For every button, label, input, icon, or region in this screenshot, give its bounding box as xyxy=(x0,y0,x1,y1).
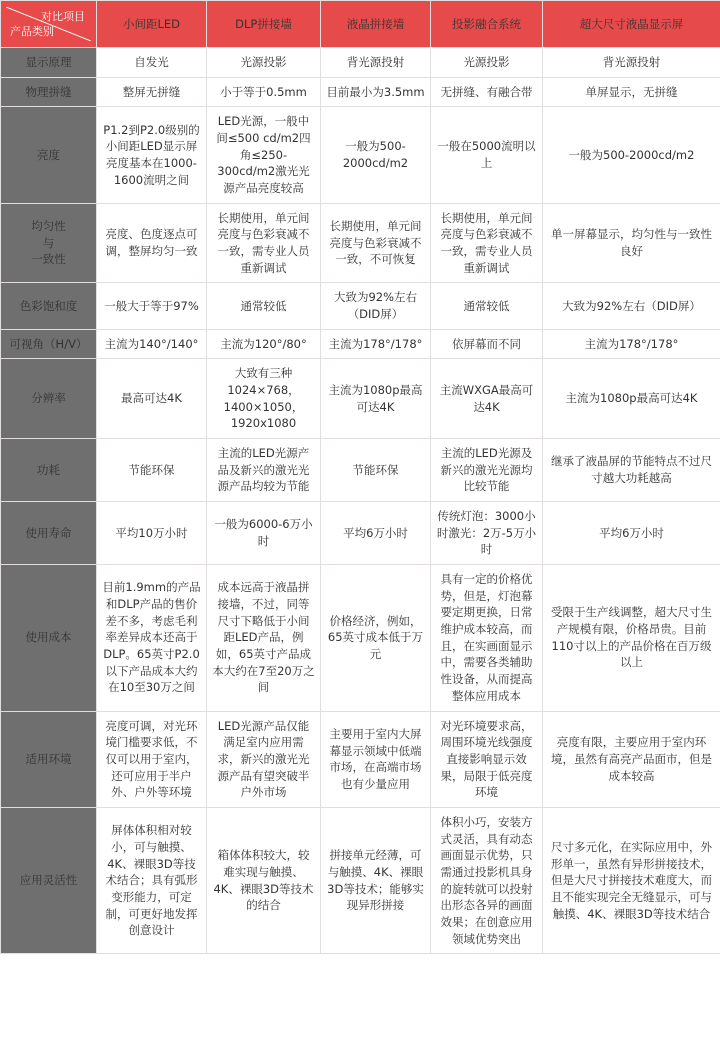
corner-header-cell xyxy=(1,1,97,48)
cell-r6-c4 xyxy=(543,359,720,439)
cell-text: 大致为92%左右（DID屏） xyxy=(333,290,418,322)
cell-r4-c1 xyxy=(207,283,321,329)
cell-r0-c2 xyxy=(321,48,431,78)
cell-text: 长期使用，单元间亮度与色彩衰减不一致，需专业人员重新调试 xyxy=(440,210,533,275)
cell-r8-c3 xyxy=(431,502,543,565)
table-row xyxy=(1,565,720,711)
row-label-3: 均匀性 与 一致性 xyxy=(1,203,97,283)
cell-text: 节能环保 xyxy=(128,462,175,477)
table-row xyxy=(1,439,720,502)
cell-text: 主流WXGA最高可达4K xyxy=(439,383,534,414)
cell-r2-c4 xyxy=(543,107,720,203)
table-row xyxy=(1,107,720,203)
cell-r11-c1 xyxy=(207,807,321,953)
cell-text: 主流为1080p最高可达4K xyxy=(565,391,698,406)
cell-r0-c1 xyxy=(207,48,321,78)
cell-r2-c2 xyxy=(321,107,431,203)
cell-text: 主流为178°/178° xyxy=(584,336,679,351)
cell-text: 价格经济，例如，65英寸成本低于万元 xyxy=(327,613,424,662)
table-row xyxy=(1,359,720,439)
column-header-0: 小间距LED xyxy=(97,1,207,48)
table-row xyxy=(1,77,720,107)
cell-r9-c1 xyxy=(207,565,321,711)
table-row xyxy=(1,48,720,78)
cell-text: 通常较低 xyxy=(240,298,287,313)
cell-text: 传统灯泡：3000小时激光：2万-5万小时 xyxy=(436,509,537,557)
column-header-4: 超大尺寸液晶显示屏 xyxy=(543,1,720,48)
cell-r0-c4 xyxy=(543,48,720,78)
cell-text: 成本远高于液晶拼接墙，不过，同等尺寸下略低于小间距LED产品，例如，65英寸产品成本大约在7至20万之间 xyxy=(212,580,315,695)
corner-bottom-left-label: 产品类别 xyxy=(10,25,54,39)
cell-text: 一般为6000-6万小时 xyxy=(214,517,313,549)
cell-text: 主流为1080p最高可达4K xyxy=(328,383,423,414)
cell-text: 继承了液晶屏的节能特点不过尺寸越大功耗越高 xyxy=(551,454,712,486)
cell-r4-c0 xyxy=(97,283,207,329)
cell-text: 最高可达4K xyxy=(121,391,182,406)
cell-text: 对光环境要求高，周围环境光线强度直接影响显示效果，局限于低亮度环境 xyxy=(440,718,533,800)
cell-text: 单屏显示，无拼缝 xyxy=(585,84,678,99)
cell-r10-c0 xyxy=(97,711,207,807)
cell-text: 目前最小为3.5mm xyxy=(326,84,425,99)
cell-text: 通常较低 xyxy=(463,298,510,313)
cell-r7-c1 xyxy=(207,439,321,502)
cell-text: 体积小巧，安装方式灵活，具有动态画面显示优势，只需通过投影机具身的旋转就可以投射出形态各异的画面效果；在创意应用领域优势突出 xyxy=(440,814,533,946)
cell-text: 平均6万小时 xyxy=(343,525,408,540)
cell-text: 一般为500-2000cd/m2 xyxy=(568,147,695,162)
cell-text: 拼接单元经薄，可与触摸、4K、裸眼3D等技术；能够实现异形拼接 xyxy=(327,848,424,913)
cell-r4-c4 xyxy=(543,283,720,329)
cell-text: 一般在5000流明以上 xyxy=(437,139,536,171)
cell-r5-c3 xyxy=(431,329,543,359)
table-body xyxy=(1,48,720,954)
cell-text: 平均6万小时 xyxy=(599,525,664,540)
cell-text: 大致有三种1024×768，1400×1050，1920x1080 xyxy=(223,366,304,431)
cell-text: 主流为120°/80° xyxy=(220,336,307,351)
cell-r5-c2 xyxy=(321,329,431,359)
cell-r1-c2 xyxy=(321,77,431,107)
cell-r7-c4 xyxy=(543,439,720,502)
cell-text: 大致为92%左右（DID屏） xyxy=(562,298,701,313)
row-label-0: 显示原理 xyxy=(1,48,97,78)
row-label-10: 适用环境 xyxy=(1,711,97,807)
cell-r3-c4 xyxy=(543,203,720,283)
cell-r10-c3 xyxy=(431,711,543,807)
row-label-9: 使用成本 xyxy=(1,565,97,711)
cell-r3-c1 xyxy=(207,203,321,283)
cell-r8-c1 xyxy=(207,502,321,565)
cell-r8-c4 xyxy=(543,502,720,565)
cell-r9-c2 xyxy=(321,565,431,711)
cell-text: 一般大于等于97% xyxy=(104,298,199,313)
cell-r5-c1 xyxy=(207,329,321,359)
cell-text: 自发光 xyxy=(134,55,169,69)
cell-r0-c3 xyxy=(431,48,543,78)
cell-text: 目前1.9mm的产品和DLP产品的售价差不多，考虑毛利率差异成本还高于DLP。65英寸P2.0以下产品成本大约在10至30万之间 xyxy=(102,580,201,695)
row-label-6: 分辨率 xyxy=(1,359,97,439)
cell-text: 主流的LED光源产品及新兴的激光光源产品均较为节能 xyxy=(217,446,310,494)
cell-r8-c0 xyxy=(97,502,207,565)
cell-text: 主流为178°/178° xyxy=(328,336,423,351)
cell-r6-c0 xyxy=(97,359,207,439)
table-row xyxy=(1,807,720,953)
cell-text: LED光源产品仅能满足室内应用需求，新兴的激光光源产品有望突破半户外市场 xyxy=(217,718,310,800)
cell-text: 长期使用，单元间亮度与色彩衰减不一致，不可恢复 xyxy=(329,219,422,267)
table-row xyxy=(1,711,720,807)
corner-top-right-label: 对比项目 xyxy=(41,10,85,23)
cell-r8-c2 xyxy=(321,502,431,565)
column-header-1: DLP拼接墙 xyxy=(207,1,321,48)
row-label-5: 可视角（H/V） xyxy=(1,329,97,359)
cell-r9-c0 xyxy=(97,565,207,711)
cell-text: 尺寸多元化，在实际应用中，外形单一，虽然有异形拼接技术，但是大尺寸拼接技术难度大，而且不能实现完全无缝显示，可与触摸、4K、裸眼3D等技术结合 xyxy=(551,839,712,921)
row-label-8: 使用寿命 xyxy=(1,502,97,565)
row-label-11: 应用灵活性 xyxy=(1,807,97,953)
cell-text: 主流的LED光源及新兴的激光光源均比较节能 xyxy=(440,446,533,494)
cell-r4-c3 xyxy=(431,283,543,329)
cell-r10-c2 xyxy=(321,711,431,807)
cell-text: 长期使用，单元间亮度与色彩衰减不一致，需专业人员重新调试 xyxy=(217,210,310,275)
cell-r4-c2 xyxy=(321,283,431,329)
table-row xyxy=(1,203,720,283)
table-row xyxy=(1,502,720,565)
cell-text: 亮度有限，主要应用于室内环境，虽然有高亮产品面市，但是成本较高 xyxy=(551,735,712,783)
cell-r7-c3 xyxy=(431,439,543,502)
cell-text: 依屏幕而不同 xyxy=(452,336,521,351)
cell-text: LED光源，一般中间≤500 cd/m2四角≤250-300cd/m2激光光源产品亮度较高 xyxy=(216,114,311,196)
cell-text: 屏体体积相对较小，可与触摸、4K、裸眼3D等技术结合；具有弧形变形能力，可定制，可更好地发挥创意设计 xyxy=(105,823,198,938)
column-header-2: 液晶拼接墙 xyxy=(321,1,431,48)
cell-r1-c4 xyxy=(543,77,720,107)
cell-r1-c1 xyxy=(207,77,321,107)
row-label-7: 功耗 xyxy=(1,439,97,502)
cell-r11-c0 xyxy=(97,807,207,953)
table-row xyxy=(1,329,720,359)
cell-text: 无拼缝、有融合带 xyxy=(440,84,533,99)
cell-text: 小于等于0.5mm xyxy=(220,84,307,99)
cell-r0-c0 xyxy=(97,48,207,78)
cell-r6-c3 xyxy=(431,359,543,439)
cell-r1-c3 xyxy=(431,77,543,107)
cell-text: 主流为140°/140° xyxy=(104,336,199,351)
cell-r7-c0 xyxy=(97,439,207,502)
cell-r5-c4 xyxy=(543,329,720,359)
cell-text: 节能环保 xyxy=(352,462,399,477)
cell-r5-c0 xyxy=(97,329,207,359)
cell-text: 背光源投射 xyxy=(602,55,661,69)
table-header-row xyxy=(1,1,720,48)
cell-r9-c4 xyxy=(543,565,720,711)
cell-r11-c4 xyxy=(543,807,720,953)
cell-text: 主要用于室内大屏幕显示领域中低端市场，在高端市场也有少量应用 xyxy=(329,726,422,791)
cell-text: 单一屏幕显示，均匀性与一致性良好 xyxy=(551,227,712,259)
cell-r2-c1 xyxy=(207,107,321,203)
cell-text: 具有一定的价格优势，但是，灯泡幕要定期更换，日常维护成本较高，而且，在实画面显示中，需要各类辅助性设备，从而提高整体应用成本 xyxy=(440,572,533,703)
cell-r3-c3 xyxy=(431,203,543,283)
cell-text: 平均10万小时 xyxy=(115,525,188,540)
cell-r6-c2 xyxy=(321,359,431,439)
cell-text: 光源投影 xyxy=(463,55,510,69)
cell-r11-c3 xyxy=(431,807,543,953)
cell-text: 箱体体积较大，较难实现与触摸、4K、裸眼3D等技术的结合 xyxy=(213,848,314,913)
row-label-1: 物理拼缝 xyxy=(1,77,97,107)
cell-text: 亮度可调，对光环境门槛要求低，不仅可以用于室内，还可应用于半户外、户外等环境 xyxy=(105,718,198,800)
cell-r2-c3 xyxy=(431,107,543,203)
cell-text: 整屏无拼缝 xyxy=(122,84,181,99)
cell-text: 光源投影 xyxy=(240,55,287,69)
cell-text: 受限于生产线调整，超大尺寸生产规模有限，价格昂贵。目前110寸以上的产品价格在百万级以上 xyxy=(551,605,712,670)
cell-text: 一般为500-2000cd/m2 xyxy=(342,139,409,171)
cell-text: 亮度、色度逐点可调，整屏均匀一致 xyxy=(105,227,198,259)
cell-text: 背光源投射 xyxy=(346,55,405,69)
cell-text: P1.2到P2.0级别的小间距LED显示屏亮度基本在1000-1600流明之间 xyxy=(103,122,200,187)
cell-r1-c0 xyxy=(97,77,207,107)
column-header-3: 投影融合系统 xyxy=(431,1,543,48)
cell-r9-c3 xyxy=(431,565,543,711)
cell-r3-c2 xyxy=(321,203,431,283)
row-label-2: 亮度 xyxy=(1,107,97,203)
cell-r10-c1 xyxy=(207,711,321,807)
cell-r2-c0 xyxy=(97,107,207,203)
cell-r3-c0 xyxy=(97,203,207,283)
table-row xyxy=(1,283,720,329)
cell-r10-c4 xyxy=(543,711,720,807)
cell-r7-c2 xyxy=(321,439,431,502)
cell-r6-c1 xyxy=(207,359,321,439)
row-label-4: 色彩饱和度 xyxy=(1,283,97,329)
cell-r11-c2 xyxy=(321,807,431,953)
